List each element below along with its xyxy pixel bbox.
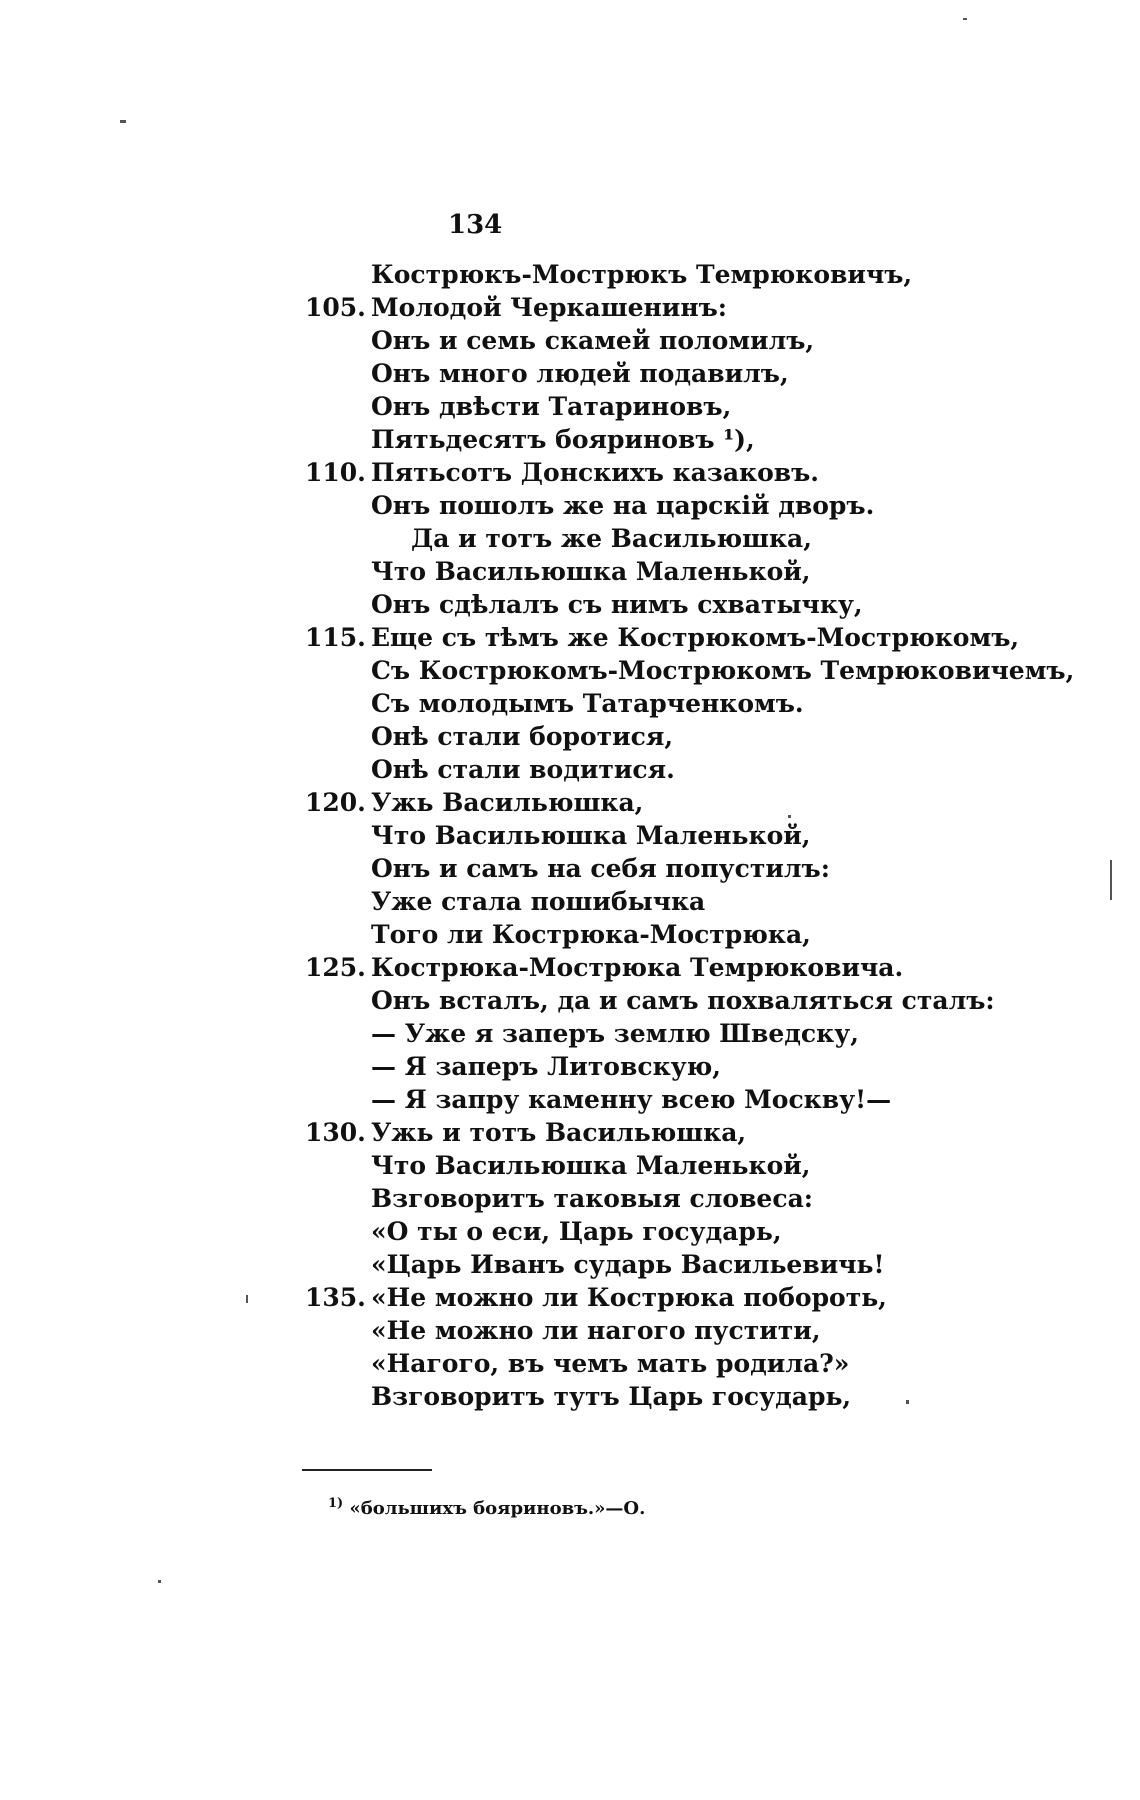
verse-line: [305, 786, 1025, 819]
scan-speck: [158, 1580, 161, 1583]
line-number: 125.: [305, 953, 366, 982]
verse-line: [305, 1380, 1025, 1413]
verse-line: [305, 918, 1025, 951]
verse-line: [305, 621, 1025, 654]
line-text: Съ Кострюкомъ-Мострюкомъ Темрюковичемъ,: [371, 656, 1075, 685]
line-text: Онъ двѣсти Татариновъ,: [371, 392, 732, 421]
verse-line: [305, 885, 1025, 918]
line-text: Еще съ тѣмъ же Кострюкомъ-Мострюкомъ,: [371, 623, 1020, 652]
verse-line: [305, 522, 1025, 555]
verse-line: [305, 357, 1025, 390]
line-text: Съ молодымъ Татарченкомъ.: [371, 689, 804, 718]
line-text: Взговоритъ тутъ Царь государь,: [371, 1382, 852, 1411]
verse-line: [305, 720, 1025, 753]
line-text: Пятьдесятъ бояриновъ ¹),: [371, 425, 755, 454]
line-text: «О ты о еси, Царь государь,: [371, 1217, 782, 1246]
line-text: Ужь и тотъ Васильюшка,: [371, 1118, 747, 1147]
line-text: Кострюкъ-Мострюкъ Темрюковичъ,: [371, 260, 913, 289]
line-text: Онъ много людей подавилъ,: [371, 359, 789, 388]
line-number: 115.: [305, 623, 366, 652]
verse-line: [305, 390, 1025, 423]
verse-line: [305, 1017, 1025, 1050]
verse-line: [305, 1149, 1025, 1182]
verse-line: [305, 324, 1025, 357]
verse-line: [305, 1248, 1025, 1281]
line-text: — Я запру каменну всею Москву!—: [371, 1085, 892, 1114]
verse-line: [305, 819, 1025, 852]
scan-speck: [1110, 860, 1112, 900]
line-text: «Не можно ли нагого пустити,: [371, 1316, 821, 1345]
verse-line: [305, 291, 1025, 324]
line-text: Молодой Черкашенинъ:: [371, 293, 728, 322]
line-text: — Я заперъ Литовскую,: [371, 1052, 721, 1081]
verse-block: [305, 258, 1075, 1413]
line-text: Онъ сдѣлалъ съ нимъ схватычку,: [371, 590, 863, 619]
line-text: Уже стала пошибычка: [371, 887, 706, 916]
line-number: 130.: [305, 1118, 366, 1147]
line-text: Что Васильюшка Маленькой,: [371, 821, 811, 850]
footnote: [328, 1496, 645, 1519]
page-number: 134: [448, 210, 503, 240]
line-text: Да и тотъ же Васильюшка,: [411, 524, 812, 553]
line-text: Того ли Кострюка-Мострюка,: [371, 920, 811, 949]
scan-speck: [788, 815, 791, 818]
line-text: Что Васильюшка Маленькой,: [371, 1151, 811, 1180]
verse-line: [305, 588, 1025, 621]
verse-line: [305, 654, 1075, 687]
line-number: 105.: [305, 293, 366, 322]
line-text: Что Васильюшка Маленькой,: [371, 557, 811, 586]
line-text: Ужь Васильюшка,: [371, 788, 644, 817]
verse-line: [305, 555, 1025, 588]
verse-line: [305, 753, 1025, 786]
footnote-divider: [302, 1469, 432, 1471]
verse-line: [305, 489, 1025, 522]
line-number: 120.: [305, 788, 366, 817]
verse-line: [305, 687, 1025, 720]
line-text: «Царь Иванъ сударь Васильевичь!: [371, 1250, 885, 1279]
verse-line: [305, 1314, 1025, 1347]
line-text: Онъ и семь скамей поломилъ,: [371, 326, 815, 355]
verse-line: [305, 1281, 1025, 1314]
line-text: «Не можно ли Кострюка побороть,: [371, 1283, 887, 1312]
line-number: 110.: [305, 458, 366, 487]
verse-line: [305, 951, 1025, 984]
line-text: «Нагого, въ чемъ мать родила?»: [371, 1349, 850, 1378]
line-text: Онъ пошолъ же на царскій дворъ.: [371, 491, 875, 520]
verse-line: [305, 1182, 1025, 1215]
line-text: Кострюка-Мострюка Темрюковича.: [371, 953, 904, 982]
scan-speck: [246, 1295, 248, 1303]
verse-line: [305, 1347, 1025, 1380]
scan-speck: [963, 18, 967, 20]
verse-line: [305, 456, 1025, 489]
line-text: Взговоритъ таковыя словеса:: [371, 1184, 813, 1213]
line-text: — Уже я заперъ землю Шведску,: [371, 1019, 859, 1048]
verse-line: [305, 1050, 1025, 1083]
line-number: 135.: [305, 1283, 366, 1312]
verse-line: [305, 423, 1025, 456]
scan-speck: [120, 120, 126, 123]
line-text: Онѣ стали боротися,: [371, 722, 674, 751]
line-text: Пятьсотъ Донскихъ казаковъ.: [371, 458, 819, 487]
verse-line: [305, 984, 1025, 1017]
verse-line: [305, 1083, 1025, 1116]
line-text: Онѣ стали водитися.: [371, 755, 675, 784]
scan-speck: [906, 1400, 909, 1404]
verse-line: [305, 852, 1025, 885]
line-text: Онъ и самъ на себя попустилъ:: [371, 854, 830, 883]
footnote-mark: 1): [328, 1496, 344, 1511]
line-text: Онъ всталъ, да и самъ похваляться сталъ:: [371, 986, 995, 1015]
footnote-text: «большихъ бояриновъ.»—О.: [349, 1498, 646, 1519]
verse-line: [305, 1215, 1025, 1248]
verse-line: [305, 1116, 1025, 1149]
verse-line: [305, 258, 1025, 291]
